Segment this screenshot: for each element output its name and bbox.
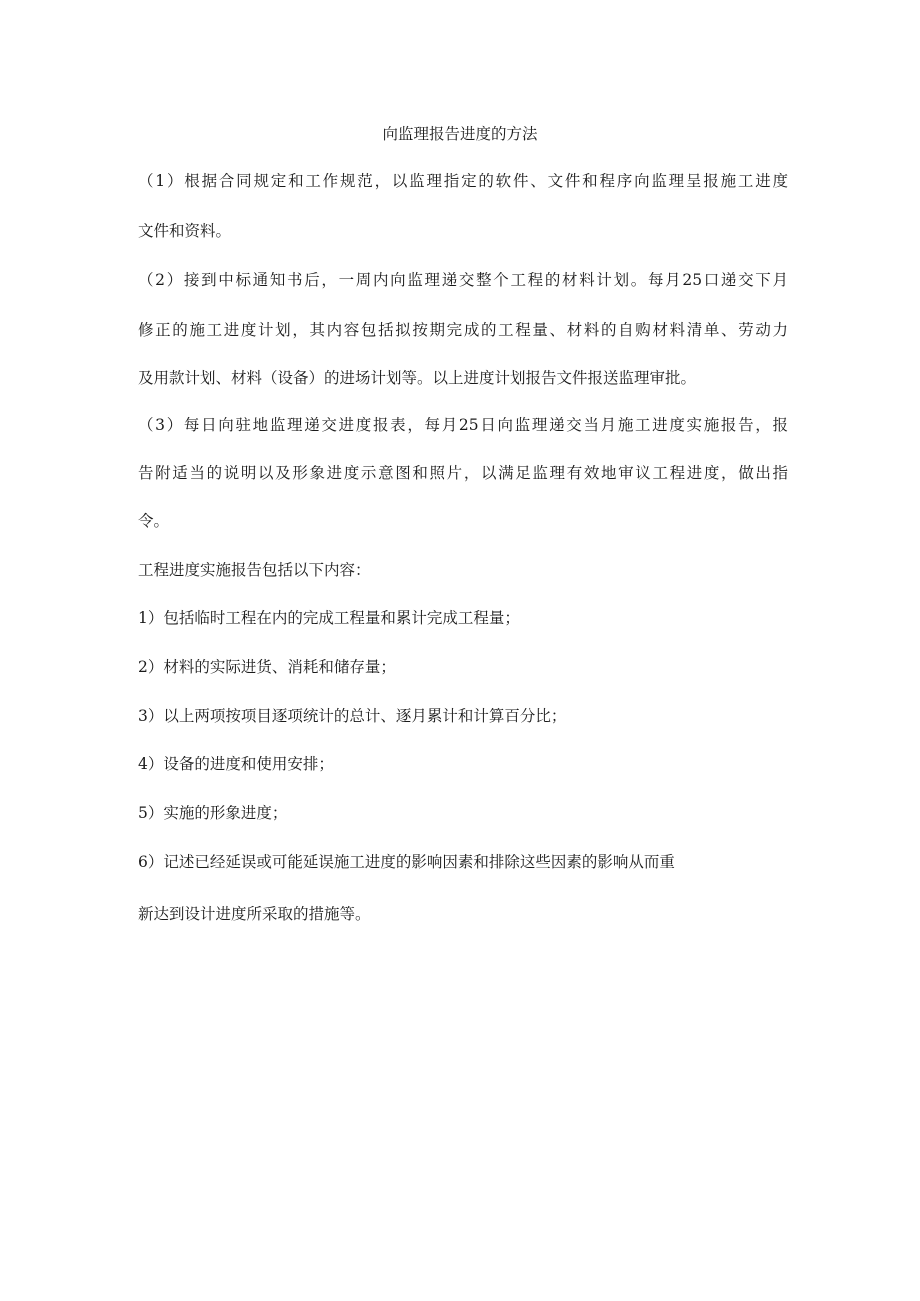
list-item-4: 4）设备的进度和使用安排； [138, 755, 334, 773]
list-item-5: 5）实施的形象进度； [138, 804, 288, 822]
paragraph-3-line-1: （3）每日向驻地监理递交进度报表，每月25日向监理递交当月施工进度实施报告，报 [138, 416, 788, 434]
report-contents-heading: 工程进度实施报告包括以下内容： [138, 561, 371, 579]
list-item-3: 3）以上两项按项目逐项统计的总计、逐月累计和计算百分比； [138, 707, 567, 725]
list-item-2: 2）材料的实际进货、消耗和储存量； [138, 658, 396, 676]
paragraph-2-line-3: 及用款计划、材料（设备）的进场计划等。以上进度计划报告文件报送监理审批。 [138, 369, 697, 387]
paragraph-1-line-2: 文件和资料。 [138, 222, 232, 240]
paragraph-3-line-3: 令。 [138, 512, 170, 530]
document-title: 向监理报告进度的方法 [382, 125, 538, 143]
list-item-1: 1）包括临时工程在内的完成工程量和累计完成工程量； [138, 609, 520, 627]
paragraph-1-line-1: （1）根据合同规定和工作规范，以监理指定的软件、文件和程序向监理呈报施工进度 [138, 172, 788, 190]
paragraph-2-line-1: （2）接到中标通知书后，一周内向监理递交整个工程的材料计划。每月25口递交下月 [138, 271, 788, 289]
paragraph-2-line-2: 修正的施工进度计划，其内容包括拟按期完成的工程量、材料的自购材料清单、劳动力 [138, 321, 788, 339]
list-item-6-line-2: 新达到设计进度所采取的措施等。 [138, 905, 371, 923]
list-item-6-line-1: 6）记述已经延误或可能延误施工进度的影响因素和排除这些因素的影响从而重 [138, 853, 675, 871]
paragraph-3-line-2: 告附适当的说明以及形象进度示意图和照片，以满足监理有效地审议工程进度，做出指 [138, 464, 788, 482]
